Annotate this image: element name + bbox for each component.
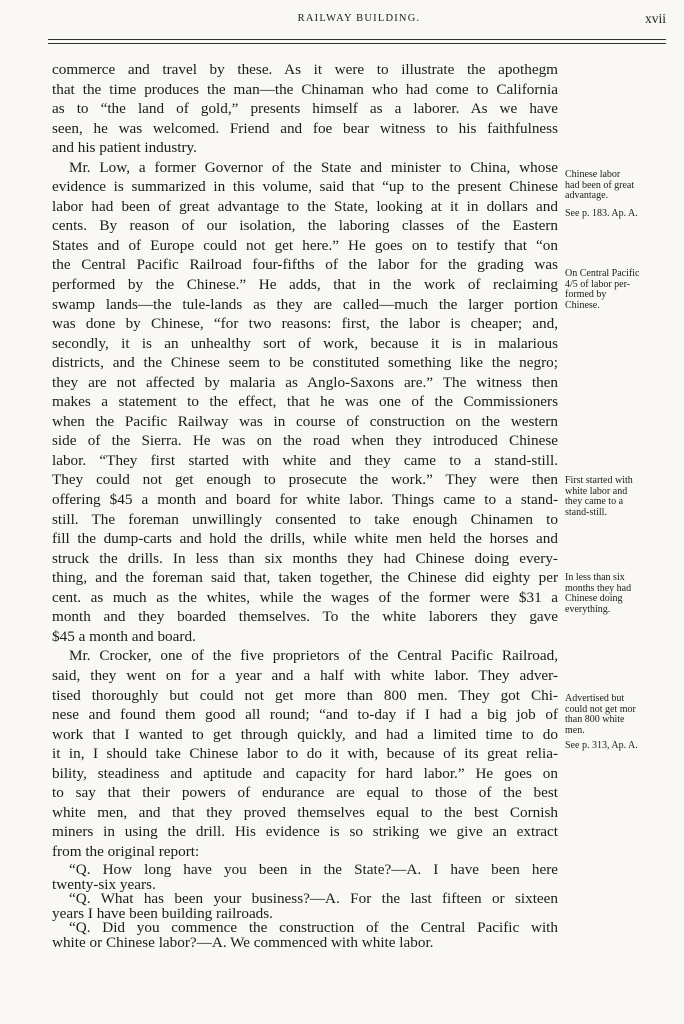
text-line: swamp lands—the tule-lands as they are called—much the larger portion [52,295,558,313]
header-rule [48,39,666,40]
header-rule-double [48,43,666,44]
text-line: was done by Chinese, “for two reasons: first, the labor is cheaper; and, [52,315,558,333]
sidenote-line: had been of great [565,179,635,191]
text-line: as to “the land of gold,” presents himself as a laborer. As we have [52,100,558,118]
sidenote-line: men. [565,724,585,736]
text-line: month and they boarded themselves. To the white laborers they gave [52,608,558,626]
text-line: evidence is summarized in this volume, said that “up to the present Chinese [52,178,558,196]
sidenote-line: formed by [565,289,607,300]
sidenote-line: Chinese. [565,299,600,311]
body-text [52,60,558,950]
text-line: bility, steadiness and aptitude and capacity for hard labor.” He goes on [52,764,558,782]
text-line: to say that their powers of endurance are equal to those of the best [52,784,558,802]
text-line: white men, and that they proved themselves equal to the best Cornish [52,803,558,821]
sidenote-line: See p. 313, Ap. A. [565,740,638,751]
text-line: still. The foreman unwillingly consented to take enough Chinamen to [52,510,558,528]
sidenote-line: In less than six [565,572,625,583]
text-line: commerce and travel by these. As it were to illustrate the apothegm [52,61,558,78]
text-line: struck the drills. In less than six months they had Chinese doing every- [52,549,558,567]
sidenote-line: stand-still. [565,506,607,518]
text-line: white or Chinese labor?—A. We commenced with white labor. [52,933,434,951]
sidenote-line: See p. 183. Ap. A. [565,208,638,219]
sidenote [565,694,675,736]
text-line: miners in using the drill. His evidence is so striking we give an extract [52,823,558,841]
text-line: years I have been building railroads. [52,904,273,922]
text-line: makes a statement to the effect, that he was one of the Commissioners [52,393,558,411]
sidenote-line: Advertised but [565,693,625,704]
text-line: tised thoroughly but could not get more than 800 men. They got Chi- [52,686,558,704]
sidenote-line: white labor and [565,485,628,497]
running-title: RAILWAY BUILDING. [297,13,421,24]
text-line: they are not affected by malaria as Anglo-Saxons are.” The witness then [52,373,558,391]
sidenote-line: months they had [565,582,632,594]
text-line: the Central Pacific Railroad four-fifths of the labor for the grading was [52,256,558,274]
sidenote-line: 4/5 of labor per- [565,278,631,290]
sidenote [565,269,675,311]
text-line: “Q. Did you commence the construction of the Central Pacific with [69,919,558,937]
sidenote-line: First started with [565,475,633,486]
sidenote [565,476,675,518]
text-line: offering $45 a month and board for white labor. Things came to a stand- [52,491,558,509]
sidenote-line: than 800 white [565,714,625,725]
text-line: labor had been of great advantage to the State, looking at it in dollars and [52,197,558,215]
text-line: work that I wanted to get through quickly, and had a limited time to do [52,725,558,743]
text-line: States and of Europe could not get here.” He goes on to testify that “on [52,236,558,254]
text-line: cents. By reason of our isolation, the laboring classes of the Eastern [52,217,558,235]
sidenote-line: On Central Pacific [565,268,640,279]
sidenote-line: everything. [565,603,611,615]
text-line: $45 a month and board. [52,627,196,645]
text-line: that the time produces the man—the Chinaman who had come to California [52,80,558,98]
text-line: seen, he was welcomed. Friend and foe bear witness to his faithfulness [52,119,558,137]
text-line: “Q. What has been your business?—A. For the last fifteen or sixteen [69,890,558,908]
sidenote-line: Chinese labor [565,169,621,180]
text-line: side of the Sierra. He was on the road when they introduced Chinese [52,432,558,450]
sidenote-line: could not get mor [565,703,636,715]
text-line: They could not get enough to prosecute the work.” They were then [52,471,558,489]
text-line: cent. as much as the whites, while the wages of the former were $31 a [52,588,558,606]
text-line: “Q. How long have you been in the State?—A. I have been here [69,861,558,879]
sidenote-line: they came to a [565,496,624,507]
running-header [52,10,666,30]
sidenote [565,170,675,202]
text-line: secondly, it is an unhealthy sort of work, because it is in malarious [52,334,558,352]
text-line: Mr. Crocker, one of the five proprietors of the Central Pacific Railroad, [69,647,558,665]
text-line: Mr. Low, a former Governor of the State and minister to China, whose [69,158,558,176]
sidenote-line: advantage. [565,190,609,201]
page-number: xvii [644,11,666,26]
text-line: nese and found them good all round; “and to-day if I had a big job of [52,706,558,724]
text-line: fill the dump-carts and hold the drills, while white men held the horses and [52,530,558,548]
text-line: labor. “They first started with white and they came to a stand-still. [52,451,558,469]
sidenote [565,573,675,615]
text-line: and his patient industry. [52,139,197,157]
text-line: from the original report: [52,842,200,860]
sidenote [565,209,675,220]
text-line: twenty-six years. [52,875,156,893]
text-line: performed by the Chinese.” He adds, that in the work of reclaiming [52,276,558,294]
text-line: it in, I should take Chinese labor to do it with, because of its great relia- [52,745,558,763]
sidenote [565,741,675,752]
text-line: when the Pacific Railway was in course of construction on the western [52,412,558,430]
text-line: districts, and the Chinese seem to be constituted something like the negro; [52,354,558,372]
text-line: thing, and the foreman said that, taken together, the Chinese did eighty per [52,569,558,587]
text-line: said, they went on for a year and a half with white labor. They adver- [52,666,558,684]
sidenote-line: Chinese doing [565,593,623,604]
